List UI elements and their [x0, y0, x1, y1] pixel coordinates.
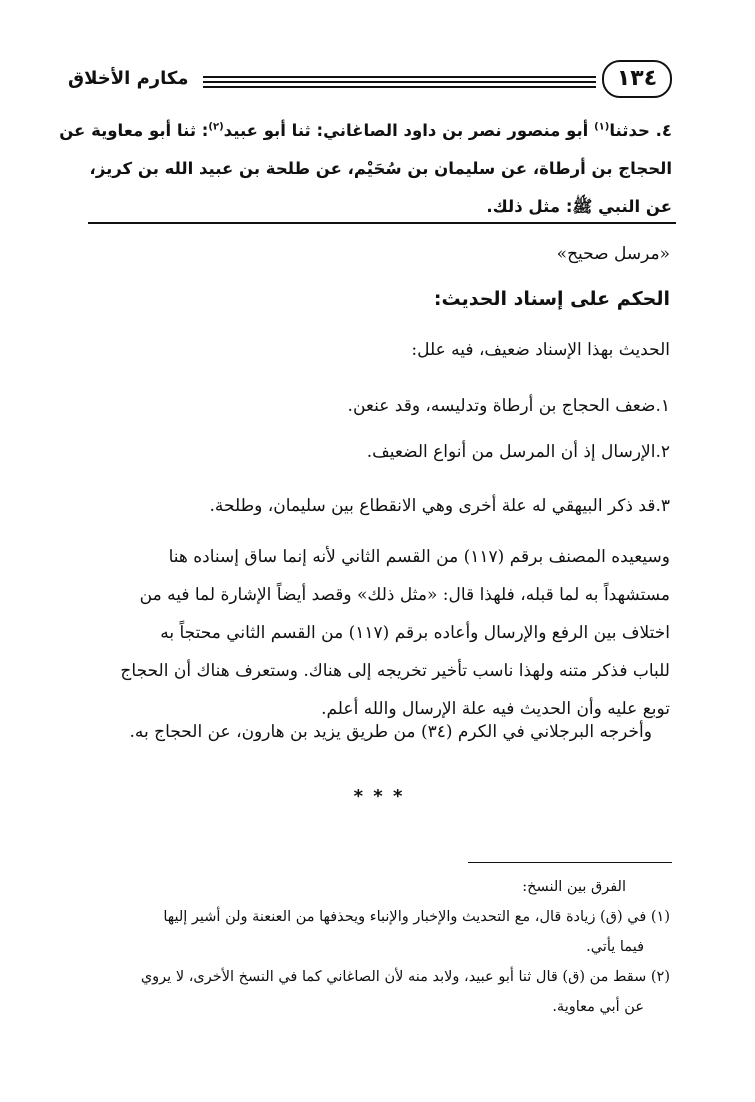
section-separator: * * *	[353, 786, 405, 807]
list-item: ٣.قد ذكر البيهقي له علة أخرى وهي الانقطاع بين سليمان، وطلحة.	[209, 496, 670, 516]
hadith-chain: : ثنا أبو معاوية عن	[59, 121, 209, 140]
paragraph-line: توبع عليه وأن الحديث فيه علة الإرسال والله أعلم.	[321, 699, 670, 719]
takhrij-paragraph: وأخرجه البرجلاني في الكرم (٣٤) من طريق يزيد بن هارون، عن الحجاج به.	[129, 722, 652, 742]
paragraph-line: للباب فذكر متنه ولهذا ناسب تأخير تخريجه إلى هناك. وستعرف هناك أن الحجاج	[120, 661, 670, 681]
footnote-marker: (٢)	[208, 121, 224, 133]
book-title: مكارم الأخلاق	[68, 68, 189, 89]
hadith-number-narrator: ٤. حدثنا	[609, 121, 672, 140]
footnote-marker: (١)	[594, 121, 610, 133]
paragraph-line: وسيعيده المصنف برقم (١١٧) من القسم الثاني لأنه إنما ساق إسناده هنا	[168, 547, 670, 567]
footnotes-heading: الفرق بين النسخ:	[522, 879, 626, 895]
header-rule	[203, 81, 596, 83]
footnote-rule	[468, 862, 672, 863]
footnote-2: (٢) سقط من (ق) قال ثنا أبو عبيد، ولابد منه لأن الصاغاني كما في النسخ الأخرى، لا يروي	[140, 969, 670, 985]
header-rule	[203, 76, 596, 78]
header-rule	[203, 86, 596, 88]
intro-text: الحديث بهذا الإسناد ضعيف، فيه علل:	[411, 340, 670, 360]
footnote-2-continued: عن أبي معاوية.	[552, 999, 644, 1015]
page-number: ١٣٤	[602, 60, 672, 98]
hadith-text	[59, 112, 672, 226]
page-header	[68, 60, 672, 100]
footnote-1-continued: فيما يأتي.	[586, 939, 644, 955]
hadith-grade: «مرسل صحيح»	[556, 244, 670, 264]
hadith-chain: أبو منصور نصر بن داود الصاغاني: ثنا أبو عبيد	[223, 121, 595, 140]
discussion-paragraph	[88, 538, 670, 728]
paragraph-line: اختلاف بين الرفع والإرسال وأعاده برقم (١١٧) من القسم الثاني محتجاً به	[160, 623, 670, 643]
hadith-line	[59, 112, 672, 150]
section-heading: الحكم على إسناد الحديث:	[433, 288, 670, 310]
footnotes	[88, 872, 670, 1022]
hadith-line: الحجاج بن أرطاة، عن سليمان بن سُحَيْم، عن طلحة بن عبيد الله بن كريز،	[89, 159, 672, 178]
hadith-line: عن النبي ﷺ: مثل ذلك.	[486, 197, 672, 216]
hadith-divider	[88, 222, 676, 224]
paragraph-line: مستشهداً به لما قبله، فلهذا قال: «مثل ذلك» وقصد أيضاً الإشارة لما فيه من	[139, 585, 670, 605]
footnote-1: (١) في (ق) زيادة قال، مع التحديث والإخبار والإنباء ويحذفها من العنعنة ولن أشير إليها	[163, 909, 670, 925]
list-item: ٢.الإرسال إذ أن المرسل من أنواع الضعيف.	[366, 442, 670, 462]
list-item: ١.ضعف الحجاج بن أرطاة وتدليسه، وقد عنعن.	[347, 396, 670, 416]
